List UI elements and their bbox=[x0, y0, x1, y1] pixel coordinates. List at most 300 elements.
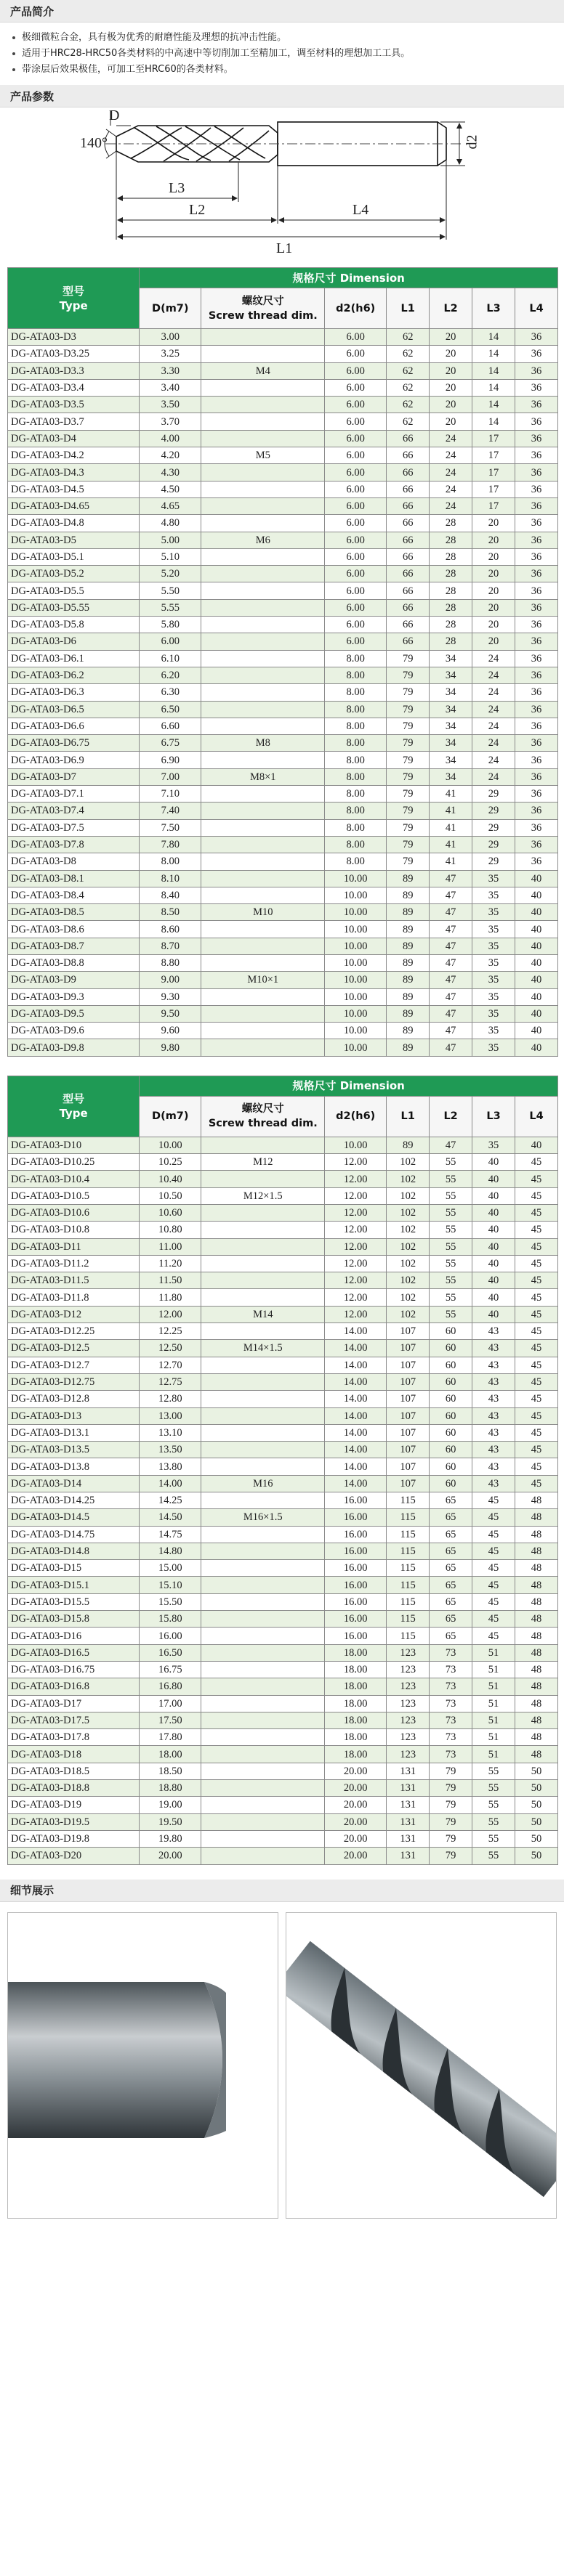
cell-D: 10.60 bbox=[140, 1204, 201, 1221]
table-row bbox=[8, 1442, 558, 1458]
cell-L3: 40 bbox=[472, 1238, 515, 1255]
cell-model: DG-ATA03-D11.8 bbox=[8, 1289, 140, 1306]
cell-D: 15.00 bbox=[140, 1560, 201, 1577]
cell-L1: 107 bbox=[387, 1424, 430, 1441]
cell-L3: 45 bbox=[472, 1543, 515, 1559]
table-row bbox=[8, 870, 558, 887]
cell-L1: 102 bbox=[387, 1154, 430, 1171]
cell-thread bbox=[201, 1005, 325, 1022]
cell-d2: 10.00 bbox=[325, 870, 387, 887]
cell-L3: 43 bbox=[472, 1424, 515, 1441]
cell-thread bbox=[201, 346, 325, 362]
cell-L3: 14 bbox=[472, 329, 515, 346]
cell-D: 12.75 bbox=[140, 1373, 201, 1390]
cell-L1: 123 bbox=[387, 1678, 430, 1695]
cell-L2: 47 bbox=[430, 988, 472, 1005]
cell-L2: 34 bbox=[430, 752, 472, 768]
table-row bbox=[8, 1272, 558, 1289]
cell-D: 13.50 bbox=[140, 1442, 201, 1458]
cell-d2: 6.00 bbox=[325, 397, 387, 413]
cell-L2: 79 bbox=[430, 1830, 472, 1847]
table-row bbox=[8, 1577, 558, 1593]
cell-L2: 20 bbox=[430, 362, 472, 379]
cell-L3: 35 bbox=[472, 972, 515, 988]
cell-L4: 36 bbox=[515, 633, 558, 650]
cell-L1: 66 bbox=[387, 430, 430, 447]
cell-L1: 102 bbox=[387, 1222, 430, 1238]
table-row bbox=[8, 397, 558, 413]
cell-thread bbox=[201, 1560, 325, 1577]
cell-model: DG-ATA03-D13.8 bbox=[8, 1458, 140, 1475]
cell-thread bbox=[201, 1644, 325, 1661]
cell-L2: 79 bbox=[430, 1848, 472, 1864]
cell-model: DG-ATA03-D15.5 bbox=[8, 1593, 140, 1610]
cell-L3: 43 bbox=[472, 1323, 515, 1340]
cell-L4: 40 bbox=[515, 887, 558, 903]
detail-heading: 细节展示 bbox=[10, 1884, 55, 1898]
cell-L4: 45 bbox=[515, 1171, 558, 1187]
cell-D: 15.80 bbox=[140, 1611, 201, 1628]
cell-L4: 45 bbox=[515, 1323, 558, 1340]
cell-D: 12.00 bbox=[140, 1306, 201, 1322]
cell-d2: 16.00 bbox=[325, 1628, 387, 1644]
cell-model: DG-ATA03-D9.5 bbox=[8, 1005, 140, 1022]
cell-L3: 35 bbox=[472, 887, 515, 903]
cell-d2: 14.00 bbox=[325, 1357, 387, 1373]
cell-L2: 60 bbox=[430, 1442, 472, 1458]
cell-thread bbox=[201, 803, 325, 819]
cell-D: 7.50 bbox=[140, 819, 201, 836]
cell-d2: 12.00 bbox=[325, 1238, 387, 1255]
cell-L3: 17 bbox=[472, 430, 515, 447]
cell-L3: 43 bbox=[472, 1340, 515, 1357]
table1-body bbox=[8, 329, 558, 1057]
cell-thread bbox=[201, 1543, 325, 1559]
cell-d2: 18.00 bbox=[325, 1661, 387, 1678]
cell-D: 8.50 bbox=[140, 904, 201, 921]
cell-d2: 10.00 bbox=[325, 1005, 387, 1022]
cell-L2: 41 bbox=[430, 786, 472, 803]
cell-d2: 20.00 bbox=[325, 1848, 387, 1864]
cell-D: 3.00 bbox=[140, 329, 201, 346]
cell-model: DG-ATA03-D6.75 bbox=[8, 735, 140, 752]
cell-L3: 17 bbox=[472, 481, 515, 497]
cell-D: 14.75 bbox=[140, 1526, 201, 1543]
cell-L2: 28 bbox=[430, 532, 472, 548]
cell-L2: 65 bbox=[430, 1543, 472, 1559]
cell-L3: 43 bbox=[472, 1357, 515, 1373]
cell-L1: 89 bbox=[387, 887, 430, 903]
cell-d2: 8.00 bbox=[325, 752, 387, 768]
cell-d2: 6.00 bbox=[325, 582, 387, 599]
header-spec-group: 规格尺寸 Dimension bbox=[140, 1076, 558, 1096]
intro-block bbox=[0, 23, 564, 85]
cell-L2: 65 bbox=[430, 1593, 472, 1610]
table-row bbox=[8, 684, 558, 701]
table-row bbox=[8, 1560, 558, 1577]
cell-d2: 16.00 bbox=[325, 1560, 387, 1577]
cell-L4: 40 bbox=[515, 921, 558, 938]
cell-D: 9.80 bbox=[140, 1039, 201, 1056]
cell-d2: 14.00 bbox=[325, 1424, 387, 1441]
cell-L4: 48 bbox=[515, 1695, 558, 1712]
cell-d2: 18.00 bbox=[325, 1712, 387, 1728]
cell-thread bbox=[201, 599, 325, 616]
table-row bbox=[8, 1255, 558, 1272]
cell-model: DG-ATA03-D7.5 bbox=[8, 819, 140, 836]
cell-D: 12.80 bbox=[140, 1391, 201, 1407]
cell-thread: M16×1.5 bbox=[201, 1509, 325, 1526]
cell-d2: 12.00 bbox=[325, 1154, 387, 1171]
cell-L2: 41 bbox=[430, 803, 472, 819]
header-L4: L4 bbox=[515, 1096, 558, 1137]
cell-L1: 107 bbox=[387, 1442, 430, 1458]
cell-L4: 40 bbox=[515, 1137, 558, 1153]
cell-D: 7.40 bbox=[140, 803, 201, 819]
section-heading-params bbox=[0, 85, 564, 107]
cell-d2: 10.00 bbox=[325, 938, 387, 954]
cell-L1: 66 bbox=[387, 566, 430, 582]
cell-thread bbox=[201, 1171, 325, 1187]
cell-L2: 47 bbox=[430, 870, 472, 887]
cell-L1: 66 bbox=[387, 582, 430, 599]
cell-d2: 6.00 bbox=[325, 413, 387, 430]
cell-L2: 65 bbox=[430, 1577, 472, 1593]
table-row bbox=[8, 1357, 558, 1373]
cell-L3: 24 bbox=[472, 701, 515, 718]
cell-model: DG-ATA03-D6.6 bbox=[8, 718, 140, 734]
cell-L2: 60 bbox=[430, 1475, 472, 1492]
cell-model: DG-ATA03-D12.25 bbox=[8, 1323, 140, 1340]
cell-L2: 28 bbox=[430, 617, 472, 633]
cell-thread bbox=[201, 617, 325, 633]
cell-D: 3.25 bbox=[140, 346, 201, 362]
cell-L1: 107 bbox=[387, 1323, 430, 1340]
cell-model: DG-ATA03-D5.55 bbox=[8, 599, 140, 616]
cell-thread bbox=[201, 1023, 325, 1039]
cell-L2: 34 bbox=[430, 718, 472, 734]
intro-bullet: 极细微粒合金，具有极为优秀的耐磨性能及理想的抗冲击性能。 bbox=[22, 30, 564, 46]
cell-thread bbox=[201, 481, 325, 497]
header-L2: L2 bbox=[430, 288, 472, 329]
cell-L1: 66 bbox=[387, 548, 430, 565]
cell-d2: 14.00 bbox=[325, 1458, 387, 1475]
cell-L2: 55 bbox=[430, 1187, 472, 1204]
table-row bbox=[8, 988, 558, 1005]
cell-L4: 48 bbox=[515, 1746, 558, 1763]
cell-thread bbox=[201, 718, 325, 734]
cell-L1: 131 bbox=[387, 1797, 430, 1813]
cell-d2: 10.00 bbox=[325, 921, 387, 938]
cell-thread bbox=[201, 1204, 325, 1221]
cell-D: 9.30 bbox=[140, 988, 201, 1005]
cell-model: DG-ATA03-D5.2 bbox=[8, 566, 140, 582]
cell-L3: 55 bbox=[472, 1780, 515, 1797]
cell-model: DG-ATA03-D3.7 bbox=[8, 413, 140, 430]
cell-thread: M8×1 bbox=[201, 768, 325, 785]
cell-L1: 89 bbox=[387, 1005, 430, 1022]
cell-L4: 48 bbox=[515, 1543, 558, 1559]
cell-model: DG-ATA03-D17.8 bbox=[8, 1729, 140, 1746]
cell-L4: 40 bbox=[515, 1039, 558, 1056]
cell-L3: 45 bbox=[472, 1492, 515, 1509]
table-row bbox=[8, 1695, 558, 1712]
cell-L3: 55 bbox=[472, 1848, 515, 1864]
cell-d2: 18.00 bbox=[325, 1644, 387, 1661]
cell-thread bbox=[201, 1407, 325, 1424]
cell-D: 8.10 bbox=[140, 870, 201, 887]
cell-L3: 40 bbox=[472, 1222, 515, 1238]
cell-thread bbox=[201, 329, 325, 346]
cell-L2: 73 bbox=[430, 1746, 472, 1763]
table-row bbox=[8, 566, 558, 582]
cell-thread bbox=[201, 413, 325, 430]
cell-model: DG-ATA03-D17.5 bbox=[8, 1712, 140, 1728]
table-row bbox=[8, 853, 558, 870]
cell-D: 12.25 bbox=[140, 1323, 201, 1340]
cell-model: DG-ATA03-D10.4 bbox=[8, 1171, 140, 1187]
cell-L3: 45 bbox=[472, 1611, 515, 1628]
cell-model: DG-ATA03-D12.5 bbox=[8, 1340, 140, 1357]
cell-L3: 24 bbox=[472, 718, 515, 734]
cell-model: DG-ATA03-D3.4 bbox=[8, 379, 140, 396]
cell-L1: 115 bbox=[387, 1526, 430, 1543]
cell-L2: 60 bbox=[430, 1373, 472, 1390]
cell-L2: 79 bbox=[430, 1813, 472, 1830]
cell-D: 4.65 bbox=[140, 497, 201, 514]
cell-L4: 48 bbox=[515, 1712, 558, 1728]
cell-L2: 60 bbox=[430, 1340, 472, 1357]
cell-L2: 47 bbox=[430, 1039, 472, 1056]
cell-L3: 29 bbox=[472, 803, 515, 819]
cell-L3: 40 bbox=[472, 1255, 515, 1272]
header-D: D(m7) bbox=[140, 1096, 201, 1137]
cell-L3: 24 bbox=[472, 768, 515, 785]
cell-d2: 8.00 bbox=[325, 735, 387, 752]
cell-L1: 62 bbox=[387, 362, 430, 379]
cell-L4: 45 bbox=[515, 1272, 558, 1289]
cell-L3: 43 bbox=[472, 1373, 515, 1390]
cell-thread bbox=[201, 1255, 325, 1272]
cell-d2: 6.00 bbox=[325, 430, 387, 447]
cell-L3: 43 bbox=[472, 1475, 515, 1492]
cell-D: 14.00 bbox=[140, 1475, 201, 1492]
cell-L1: 89 bbox=[387, 904, 430, 921]
cell-thread bbox=[201, 836, 325, 853]
cell-D: 6.60 bbox=[140, 718, 201, 734]
cell-model: DG-ATA03-D11 bbox=[8, 1238, 140, 1255]
cell-d2: 8.00 bbox=[325, 803, 387, 819]
cell-L1: 79 bbox=[387, 684, 430, 701]
cell-L1: 79 bbox=[387, 718, 430, 734]
cell-D: 12.70 bbox=[140, 1357, 201, 1373]
cell-model: DG-ATA03-D4 bbox=[8, 430, 140, 447]
cell-d2: 12.00 bbox=[325, 1222, 387, 1238]
cell-L4: 48 bbox=[515, 1661, 558, 1678]
cell-D: 10.25 bbox=[140, 1154, 201, 1171]
table-row bbox=[8, 1509, 558, 1526]
cell-model: DG-ATA03-D20 bbox=[8, 1848, 140, 1864]
cell-thread bbox=[201, 1373, 325, 1390]
cell-d2: 16.00 bbox=[325, 1577, 387, 1593]
table-row bbox=[8, 1323, 558, 1340]
detail-images bbox=[7, 1912, 557, 2219]
cell-D: 6.50 bbox=[140, 701, 201, 718]
cell-D: 6.10 bbox=[140, 650, 201, 667]
cell-thread bbox=[201, 515, 325, 532]
cell-model: DG-ATA03-D18.8 bbox=[8, 1780, 140, 1797]
cell-L1: 66 bbox=[387, 497, 430, 514]
cell-L2: 20 bbox=[430, 379, 472, 396]
cell-thread bbox=[201, 650, 325, 667]
cell-L4: 48 bbox=[515, 1509, 558, 1526]
section-heading-detail bbox=[0, 1880, 564, 1902]
cell-L4: 36 bbox=[515, 617, 558, 633]
cell-L3: 24 bbox=[472, 735, 515, 752]
cell-d2: 16.00 bbox=[325, 1543, 387, 1559]
cell-model: DG-ATA03-D7.4 bbox=[8, 803, 140, 819]
cell-L2: 55 bbox=[430, 1222, 472, 1238]
cell-L2: 34 bbox=[430, 684, 472, 701]
header-D: D(m7) bbox=[140, 288, 201, 329]
table-row bbox=[8, 329, 558, 346]
cell-thread bbox=[201, 582, 325, 599]
cell-L1: 102 bbox=[387, 1204, 430, 1221]
cell-D: 17.80 bbox=[140, 1729, 201, 1746]
cell-model: DG-ATA03-D12.75 bbox=[8, 1373, 140, 1390]
header-d2: d2(h6) bbox=[325, 288, 387, 329]
cell-model: DG-ATA03-D3.25 bbox=[8, 346, 140, 362]
cell-L1: 89 bbox=[387, 972, 430, 988]
cell-L1: 89 bbox=[387, 954, 430, 971]
cell-D: 13.00 bbox=[140, 1407, 201, 1424]
cell-model: DG-ATA03-D15.8 bbox=[8, 1611, 140, 1628]
cell-L3: 40 bbox=[472, 1204, 515, 1221]
table-row bbox=[8, 497, 558, 514]
table-row bbox=[8, 515, 558, 532]
cell-L2: 73 bbox=[430, 1661, 472, 1678]
cell-L4: 50 bbox=[515, 1797, 558, 1813]
cell-thread bbox=[201, 464, 325, 481]
table-row bbox=[8, 735, 558, 752]
label-L3: L3 bbox=[169, 180, 185, 196]
table-row bbox=[8, 481, 558, 497]
cell-L1: 102 bbox=[387, 1171, 430, 1187]
cell-d2: 6.00 bbox=[325, 447, 387, 464]
cell-L4: 36 bbox=[515, 684, 558, 701]
cell-L4: 48 bbox=[515, 1492, 558, 1509]
table-row bbox=[8, 1712, 558, 1728]
cell-L1: 131 bbox=[387, 1780, 430, 1797]
cell-thread bbox=[201, 1797, 325, 1813]
cell-L3: 24 bbox=[472, 650, 515, 667]
cell-L2: 24 bbox=[430, 430, 472, 447]
cell-L4: 40 bbox=[515, 1005, 558, 1022]
cell-model: DG-ATA03-D10.25 bbox=[8, 1154, 140, 1171]
cell-L4: 36 bbox=[515, 430, 558, 447]
cell-L2: 55 bbox=[430, 1306, 472, 1322]
cell-L1: 89 bbox=[387, 870, 430, 887]
cell-model: DG-ATA03-D12 bbox=[8, 1306, 140, 1322]
header-L3: L3 bbox=[472, 288, 515, 329]
cell-L4: 36 bbox=[515, 599, 558, 616]
table-row bbox=[8, 1373, 558, 1390]
cell-D: 10.40 bbox=[140, 1171, 201, 1187]
cell-thread bbox=[201, 1695, 325, 1712]
cell-model: DG-ATA03-D8.7 bbox=[8, 938, 140, 954]
cell-L1: 79 bbox=[387, 836, 430, 853]
cell-model: DG-ATA03-D14.5 bbox=[8, 1509, 140, 1526]
cell-model: DG-ATA03-D4.2 bbox=[8, 447, 140, 464]
cell-thread bbox=[201, 667, 325, 683]
table-row bbox=[8, 972, 558, 988]
cell-d2: 10.00 bbox=[325, 1039, 387, 1056]
cell-L3: 40 bbox=[472, 1272, 515, 1289]
table-row bbox=[8, 954, 558, 971]
table-row bbox=[8, 667, 558, 683]
cell-thread bbox=[201, 1593, 325, 1610]
cell-thread bbox=[201, 1442, 325, 1458]
cell-d2: 12.00 bbox=[325, 1187, 387, 1204]
cell-L4: 48 bbox=[515, 1577, 558, 1593]
cell-L3: 20 bbox=[472, 582, 515, 599]
table-row bbox=[8, 1039, 558, 1056]
cell-L2: 79 bbox=[430, 1763, 472, 1779]
cell-d2: 6.00 bbox=[325, 362, 387, 379]
cell-L2: 20 bbox=[430, 413, 472, 430]
cell-L2: 55 bbox=[430, 1289, 472, 1306]
cell-d2: 10.00 bbox=[325, 1137, 387, 1153]
cell-L3: 20 bbox=[472, 617, 515, 633]
table-row bbox=[8, 1023, 558, 1039]
cell-D: 5.55 bbox=[140, 599, 201, 616]
label-angle: 140° bbox=[80, 135, 108, 151]
cell-L4: 36 bbox=[515, 667, 558, 683]
cell-d2: 8.00 bbox=[325, 819, 387, 836]
cell-D: 16.80 bbox=[140, 1678, 201, 1695]
cell-model: DG-ATA03-D3.3 bbox=[8, 362, 140, 379]
label-L2: L2 bbox=[189, 202, 206, 218]
cell-D: 4.30 bbox=[140, 464, 201, 481]
cell-D: 13.80 bbox=[140, 1458, 201, 1475]
cell-d2: 6.00 bbox=[325, 633, 387, 650]
table-row bbox=[8, 1171, 558, 1187]
cell-thread: M12×1.5 bbox=[201, 1187, 325, 1204]
cell-model: DG-ATA03-D3.5 bbox=[8, 397, 140, 413]
cell-d2: 16.00 bbox=[325, 1526, 387, 1543]
cell-model: DG-ATA03-D13 bbox=[8, 1407, 140, 1424]
cell-D: 8.60 bbox=[140, 921, 201, 938]
table-row bbox=[8, 1204, 558, 1221]
cell-L3: 40 bbox=[472, 1187, 515, 1204]
detail-image-shank bbox=[7, 1912, 278, 2219]
cell-L2: 65 bbox=[430, 1628, 472, 1644]
cell-thread bbox=[201, 430, 325, 447]
cell-L2: 60 bbox=[430, 1323, 472, 1340]
cell-L3: 45 bbox=[472, 1628, 515, 1644]
cell-L1: 123 bbox=[387, 1644, 430, 1661]
cell-L1: 107 bbox=[387, 1357, 430, 1373]
cell-D: 9.60 bbox=[140, 1023, 201, 1039]
table-row bbox=[8, 1154, 558, 1171]
cell-L4: 36 bbox=[515, 819, 558, 836]
cell-L1: 79 bbox=[387, 667, 430, 683]
cell-d2: 12.00 bbox=[325, 1289, 387, 1306]
cell-D: 7.00 bbox=[140, 768, 201, 785]
cell-D: 20.00 bbox=[140, 1848, 201, 1864]
cell-thread: M10×1 bbox=[201, 972, 325, 988]
cell-L4: 40 bbox=[515, 954, 558, 971]
